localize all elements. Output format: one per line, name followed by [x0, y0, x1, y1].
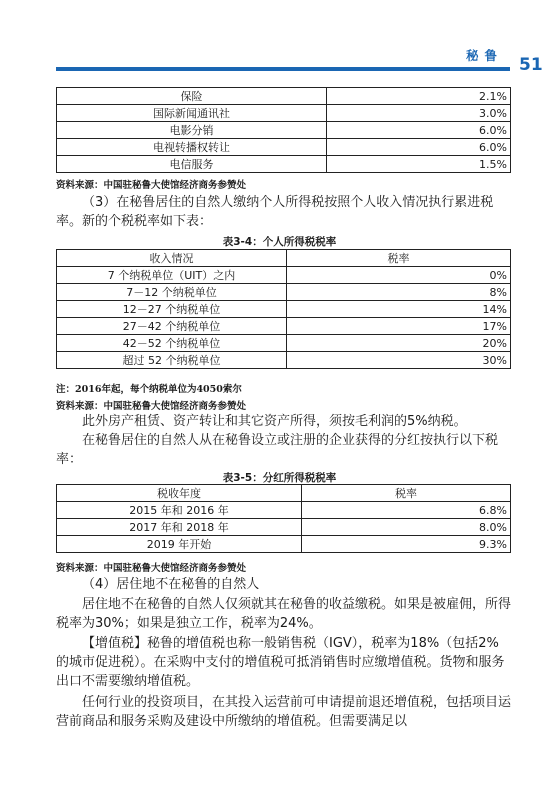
- table-row: [57, 536, 511, 553]
- table-cell-label: 42－52 个纳税单位: [57, 335, 287, 352]
- table-row: [57, 335, 511, 352]
- table-cell-value: 6.8%: [302, 502, 511, 519]
- table-cell-label: 2019 年开始: [57, 536, 302, 553]
- table-cell-value: 8.0%: [302, 519, 511, 536]
- page-header: [0, 0, 559, 76]
- table1-source: 资料来源：中国驻秘鲁大使馆经济商务参赞处: [56, 180, 247, 191]
- header-title: 秘鲁: [466, 48, 504, 63]
- table-header-cell: 税率: [302, 485, 511, 502]
- dividend-tax-table: [56, 484, 511, 553]
- table-header-cell: 税率: [287, 250, 511, 267]
- table-row: [57, 519, 511, 536]
- table-cell-label: 7 个纳税单位（UIT）之内: [57, 267, 287, 284]
- table-header-cell: 收入情况: [57, 250, 287, 267]
- table-row: [57, 122, 511, 139]
- table-row: [57, 284, 511, 301]
- table-row: [57, 88, 511, 105]
- table-cell-value: 17%: [287, 318, 511, 335]
- table-row: [57, 352, 511, 369]
- table-row: [57, 301, 511, 318]
- table-cell-label: 2017 年和 2018 年: [57, 519, 302, 536]
- table-row: [57, 502, 511, 519]
- table-cell-value: 6.0%: [327, 139, 511, 156]
- table-cell-label: 2015 年和 2016 年: [57, 502, 302, 519]
- paragraph-nonresident-tax: 居住地不在秘鲁的自然人仅须就其在秘鲁的收益缴税。如果是被雇佣，所得税率为30%；如果是独立工作，税率为24%。: [56, 597, 512, 631]
- table-cell-value: 8%: [287, 284, 511, 301]
- header-rule: [56, 67, 510, 71]
- table-cell-label: 国际新闻通讯社: [57, 105, 327, 122]
- personal-income-tax-table: [56, 249, 511, 369]
- paragraph-vat: 【增值税】秘鲁的增值税也称一般销售税（IGV），税率为18%（包括2%的城市促进税）。在采购中支付的增值税可抵消销售时应缴增值税。货物和服务出口不需要缴纳增值税。: [56, 636, 505, 689]
- table3-source: 资料来源：中国驻秘鲁大使馆经济商务参赞处: [56, 563, 247, 574]
- table2-source: 资料来源：中国驻秘鲁大使馆经济商务参赞处: [56, 401, 247, 412]
- table3-caption: 表3-5：分红所得税税率: [222, 472, 337, 484]
- table-row: [57, 139, 511, 156]
- paragraph-dividend-intro: 在秘鲁居住的自然人从在秘鲁设立或注册的企业获得的分红按执行以下税率：: [56, 433, 499, 467]
- paragraph-nonresident-heading: （4）居住地不在秘鲁的自然人: [82, 577, 260, 592]
- table-cell-value: 2.1%: [327, 88, 511, 105]
- table-cell-value: 9.3%: [302, 536, 511, 553]
- table-row: [57, 318, 511, 335]
- table-cell-label: 保险: [57, 88, 327, 105]
- table-row: [57, 105, 511, 122]
- table-cell-value: 14%: [287, 301, 511, 318]
- table-cell-value: 1.5%: [327, 156, 511, 173]
- paragraph-asset-income: 此外房产租赁、资产转让和其它资产所得，须按毛利润的5%纳税。: [82, 414, 467, 429]
- page-number: 51: [519, 55, 543, 75]
- table-cell-label: 电信服务: [57, 156, 327, 173]
- table-header-row: [57, 250, 511, 267]
- paragraph-personal-income-tax: （3）在秘鲁居住的自然人缴纳个人所得税按照个人收入情况执行累进税率。新的个税税率如下表：: [56, 195, 494, 229]
- tax-rate-table-continued: [56, 87, 511, 173]
- table-cell-value: 3.0%: [327, 105, 511, 122]
- table2-note: 注：2016年起，每个纳税单位为4050索尔: [56, 384, 242, 395]
- table-cell-label: 超过 52 个纳税单位: [57, 352, 287, 369]
- table-cell-value: 0%: [287, 267, 511, 284]
- table-cell-label: 27－42 个纳税单位: [57, 318, 287, 335]
- table-header-cell: 税收年度: [57, 485, 302, 502]
- table-cell-label: 7－12 个纳税单位: [57, 284, 287, 301]
- table-row: [57, 267, 511, 284]
- table-cell-label: 电影分销: [57, 122, 327, 139]
- table2-caption: 表3-4：个人所得税税率: [222, 236, 337, 248]
- table-header-row: [57, 485, 511, 502]
- table-cell-value: 6.0%: [327, 122, 511, 139]
- table-row: [57, 156, 511, 173]
- table-cell-label: 电视转播权转让: [57, 139, 327, 156]
- table-cell-value: 30%: [287, 352, 511, 369]
- table-cell-label: 12－27 个纳税单位: [57, 301, 287, 318]
- table-cell-value: 20%: [287, 335, 511, 352]
- paragraph-vat-refund: 任何行业的投资项目，在其投入运营前可申请提前退还增值税，包括项目运营前商品和服务采购及建设中所缴纳的增值税。但需要满足以: [56, 695, 512, 729]
